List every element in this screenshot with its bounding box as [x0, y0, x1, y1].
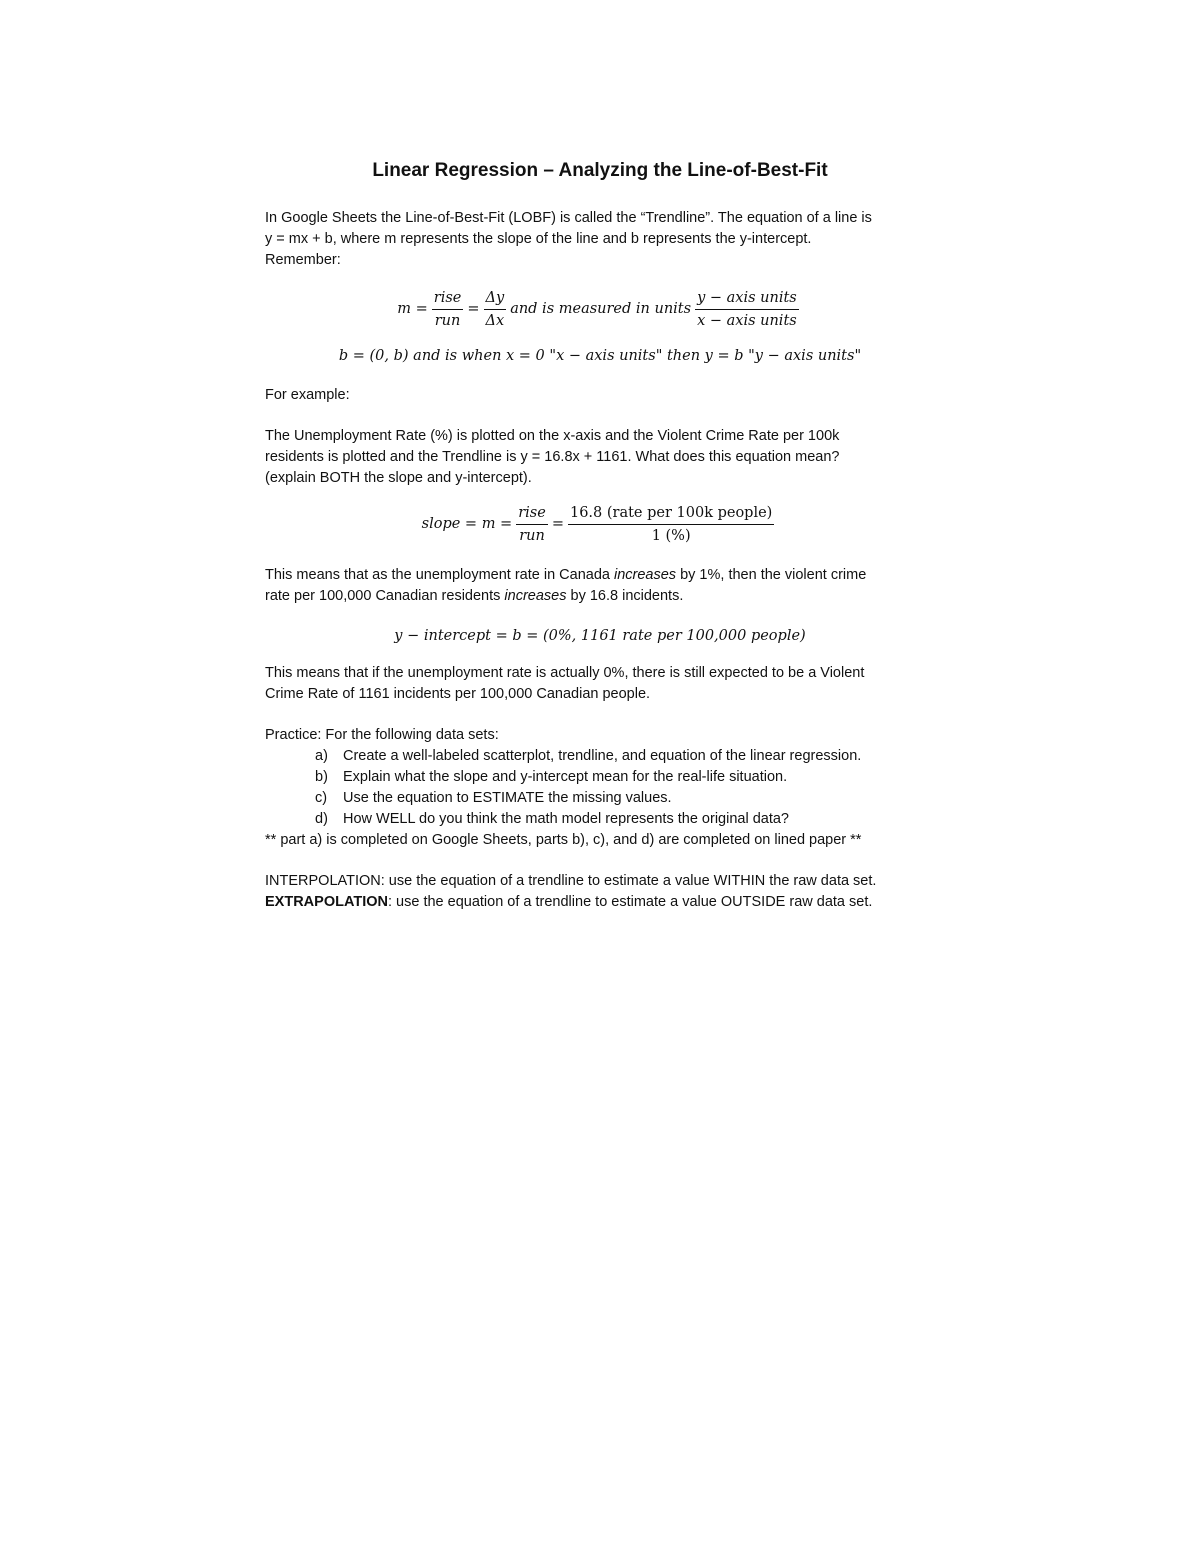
definition-text: : use the equation of a trendline to estimate a value WITHIN the raw data set.: [380, 873, 877, 889]
definition-term: INTERPOLATION: [265, 873, 381, 889]
fraction-numerator: rise: [432, 289, 464, 310]
list-item: [315, 809, 935, 830]
slope-formula-lhs: m =: [397, 301, 428, 317]
slope-value-fraction: [568, 504, 774, 545]
list-item: [315, 788, 935, 809]
intro-line-2: y = mx + b, where m represents the slope of the line and b represents the y-intercept.: [265, 231, 812, 247]
example-line-1: The Unemployment Rate (%) is plotted on the x-axis and the Violent Crime Rate per 100k: [265, 428, 840, 444]
equals-sign: =: [467, 301, 480, 317]
list-marker: b): [315, 769, 328, 785]
fraction-denominator: Δx: [485, 312, 505, 329]
axis-units-fraction: [695, 289, 799, 330]
fraction-numerator: Δy: [484, 289, 507, 310]
equals-sign: =: [551, 516, 564, 532]
page-title: Linear Regression – Analyzing the Line-of-Best-Fit: [372, 160, 828, 181]
text-span: by 16.8 incidents.: [566, 588, 684, 604]
intercept-explanation-line-2: Crime Rate of 1161 incidents per 100,000 Canadian people.: [265, 686, 651, 702]
fraction-denominator: run: [519, 527, 545, 544]
list-item: [315, 767, 935, 788]
list-marker: d): [315, 811, 328, 827]
rise-over-run-fraction: [516, 504, 548, 545]
example-line-2: residents is plotted and the Trendline is y = 16.8x + 1161. What does this equation mean?: [265, 449, 840, 465]
text-span: by 1%, then the violent crime: [676, 567, 867, 583]
fraction-numerator: y − axis units: [695, 289, 799, 310]
practice-note: ** part a) is completed on Google Sheets, parts b), c), and d) are completed on lined paper **: [265, 832, 862, 848]
intercept-explanation-line-1: This means that if the unemployment rate is actually 0%, there is still expected to be a Violent: [265, 665, 865, 681]
list-item-text: Create a well-labeled scatterplot, trendline, and equation of the linear regression.: [343, 748, 862, 764]
slope-explanation-line-1: [265, 565, 935, 586]
practice-heading: Practice: For the following data sets:: [265, 727, 499, 743]
definition-text: : use the equation of a trendline to estimate a value OUTSIDE raw data set.: [387, 894, 873, 910]
list-item-text: How WELL do you think the math model represents the original data?: [343, 811, 789, 827]
example-line-3: (explain BOTH the slope and y-intercept).: [265, 470, 532, 486]
for-example-label: For example:: [265, 387, 350, 403]
intercept-definition-formula: b = (0, b) and is when x = 0 "x − axis units" then y = b "y − axis units": [338, 348, 862, 364]
list-marker: a): [315, 748, 328, 764]
example-slope-formula: [265, 501, 935, 547]
fraction-denominator: x − axis units: [697, 312, 797, 329]
fraction-numerator: rise: [516, 504, 548, 525]
text-span: This means that as the unemployment rate in Canada: [265, 567, 614, 583]
document-page: [265, 160, 935, 913]
fraction-denominator: run: [434, 312, 461, 329]
intro-line-3: Remember:: [265, 252, 341, 268]
emphasis: increases: [504, 588, 567, 604]
text-span: rate per 100,000 Canadian residents: [265, 588, 505, 604]
definition-term: EXTRAPOLATION: [265, 894, 388, 910]
fraction-numerator: 16.8 (rate per 100k people): [568, 504, 774, 525]
interpolation-definition: [265, 871, 935, 892]
list-item: [315, 746, 935, 767]
slope-explanation-line-2: [265, 586, 935, 607]
fraction-denominator: 1 (%): [651, 527, 691, 544]
list-marker: c): [315, 790, 328, 806]
rise-over-run-fraction: [432, 289, 464, 330]
delta-fraction: [484, 289, 507, 330]
extrapolation-definition: [265, 892, 935, 913]
list-item-text: Explain what the slope and y-intercept mean for the real-life situation.: [343, 769, 788, 785]
emphasis: increases: [614, 567, 677, 583]
practice-list: [265, 746, 935, 830]
slope-formula: [265, 287, 935, 331]
intro-line-1: In Google Sheets the Line-of-Best-Fit (LOBF) is called the “Trendline”. The equation of a line is: [265, 210, 872, 226]
example-intercept-formula: y − intercept = b = (0%, 1161 rate per 100,000 people): [394, 628, 806, 644]
units-text: and is measured in units: [510, 301, 692, 317]
list-item-text: Use the equation to ESTIMATE the missing values.: [343, 790, 672, 806]
example-slope-lhs: slope = m =: [421, 516, 513, 532]
